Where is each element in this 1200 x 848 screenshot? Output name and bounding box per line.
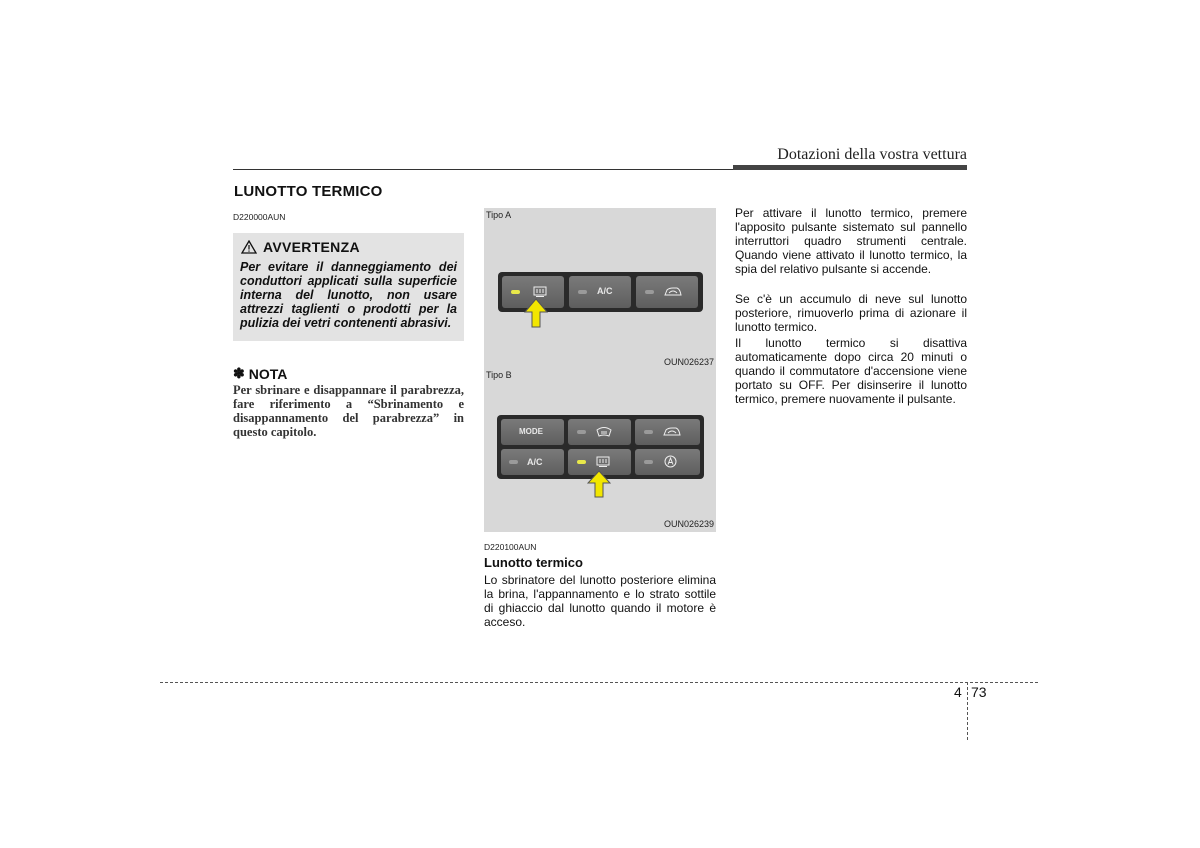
indicator-light bbox=[578, 290, 587, 294]
section-title: LUNOTTO TERMICO bbox=[234, 183, 383, 200]
air-recirculation-button[interactable] bbox=[636, 276, 698, 308]
running-header: Dotazioni della vostra vettura bbox=[777, 146, 967, 163]
indicator-light bbox=[645, 290, 654, 294]
subsection-text: Lo sbrinatore del lunotto posteriore elimina la brina, l'appannamento e lo strato sottile di ghiaccio dal lunotto quando il motore è acceso. bbox=[484, 573, 716, 629]
mode-label: MODE bbox=[519, 427, 543, 436]
subsection-title: Lunotto termico bbox=[484, 555, 583, 570]
header-rule-accent bbox=[733, 165, 967, 170]
indicator-light-on bbox=[511, 290, 520, 294]
rear-defrost-icon bbox=[596, 456, 610, 468]
indicator-light bbox=[644, 460, 653, 464]
asterisk-icon: ✽ bbox=[233, 365, 245, 381]
page-number: 73 bbox=[971, 684, 987, 700]
figure-tipo-b bbox=[484, 370, 716, 532]
right-paragraph-2: Se c'è un accumulo di neve sul lunotto posteriore, rimuoverlo prima di azionare il lunotto termico. bbox=[735, 292, 967, 334]
car-recirculation-icon bbox=[663, 286, 683, 298]
nota-text: Per sbrinare e disappannare il parabrezza, fare riferimento a “Sbrinamento e disappannamento del parabrezza” in questo capitolo. bbox=[233, 383, 464, 439]
section-code: D220000AUN bbox=[233, 212, 286, 222]
indicator-light bbox=[509, 460, 518, 464]
air-recirculation-button[interactable] bbox=[635, 419, 700, 445]
yellow-arrow-indicator bbox=[587, 470, 611, 498]
warning-triangle-icon bbox=[241, 240, 257, 254]
auto-icon bbox=[664, 455, 677, 468]
figure-code: OUN026239 bbox=[663, 519, 714, 529]
figure-label: Tipo A bbox=[486, 210, 512, 220]
indicator-light bbox=[577, 430, 586, 434]
front-defrost-button[interactable] bbox=[568, 419, 631, 445]
rear-defrost-icon bbox=[533, 286, 547, 298]
right-paragraph-3: Il lunotto termico si disattiva automaticamente dopo circa 20 minuti o quando il commutatore d'accensione viene portato su OFF. Per disinserire il lunotto termico, premere nuovamente il pulsante. bbox=[735, 336, 967, 406]
figure-tipo-a bbox=[484, 208, 716, 370]
ac-label: A/C bbox=[527, 457, 543, 467]
warning-header bbox=[241, 239, 360, 255]
right-paragraph-1: Per attivare il lunotto termico, premere l'apposito pulsante sistemato sul pannello interruttori quadro strumenti centrale. Quando viene attivato il lunotto termico, la spia del relativo pulsante si accende. bbox=[735, 206, 967, 276]
ac-label: A/C bbox=[597, 286, 613, 296]
ac-button[interactable] bbox=[569, 276, 631, 308]
footer-divider bbox=[967, 682, 968, 740]
warning-box bbox=[233, 233, 464, 341]
indicator-light bbox=[644, 430, 653, 434]
figure-label: Tipo B bbox=[486, 370, 512, 380]
front-defrost-icon bbox=[596, 426, 612, 438]
nota-header bbox=[233, 365, 287, 382]
mode-button[interactable] bbox=[501, 419, 564, 445]
subsection-code: D220100AUN bbox=[484, 542, 537, 552]
chapter-number: 4 bbox=[954, 684, 962, 700]
nota-title: NOTA bbox=[248, 365, 288, 382]
yellow-arrow-indicator bbox=[524, 298, 548, 328]
figure-code: OUN026237 bbox=[663, 357, 714, 367]
footer-rule bbox=[160, 682, 1038, 683]
warning-title: AVVERTENZA bbox=[263, 239, 360, 255]
indicator-light-on bbox=[577, 460, 586, 464]
auto-button[interactable] bbox=[635, 449, 700, 475]
car-recirculation-icon bbox=[662, 426, 682, 438]
ac-button[interactable] bbox=[501, 449, 564, 475]
warning-text: Per evitare il danneggiamento dei conduttori applicati sulla superficie interna del lunotto, non usare attrezzi taglienti o prodotti per la pulizia dei vetri contenenti abrasivi. bbox=[240, 260, 457, 330]
